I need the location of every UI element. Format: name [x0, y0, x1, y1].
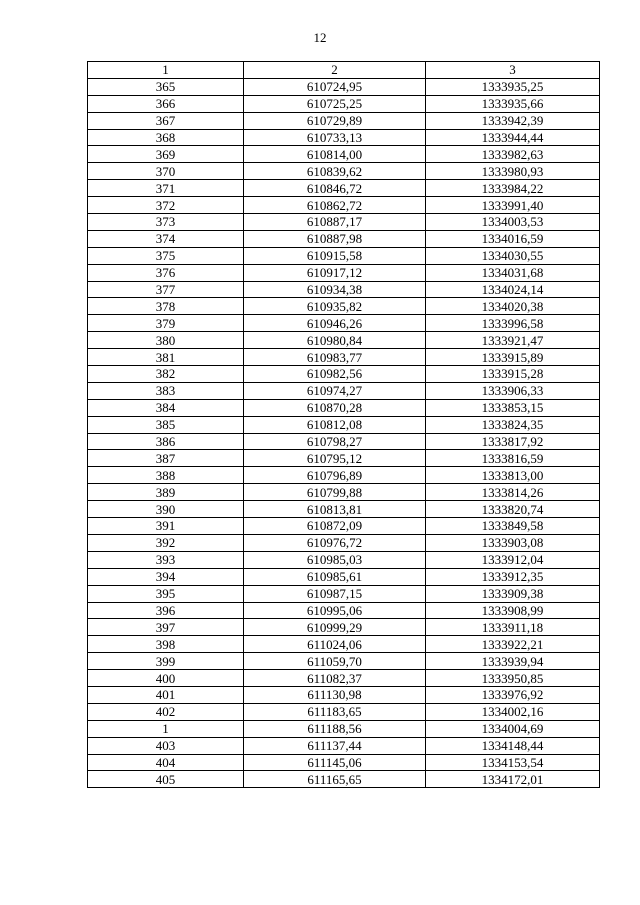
y-coordinate-cell: 1333984,22: [426, 180, 600, 197]
table-row: [88, 771, 600, 788]
y-coordinate-cell: 1333912,35: [426, 568, 600, 585]
point-number-cell: 369: [88, 146, 244, 163]
point-number-cell: 391: [88, 518, 244, 535]
y-coordinate-cell: 1333908,99: [426, 602, 600, 619]
point-number-cell: 377: [88, 281, 244, 298]
point-number-cell: 400: [88, 670, 244, 687]
point-number-cell: 390: [88, 501, 244, 518]
x-coordinate-cell: 610935,82: [244, 298, 426, 315]
x-coordinate-cell: 611188,56: [244, 720, 426, 737]
point-number-cell: 375: [88, 247, 244, 264]
coordinates-table: [87, 61, 600, 788]
column-header-1: 1: [88, 62, 244, 79]
x-coordinate-cell: 610934,38: [244, 281, 426, 298]
y-coordinate-cell: 1333921,47: [426, 332, 600, 349]
y-coordinate-cell: 1333980,93: [426, 163, 600, 180]
point-number-cell: 366: [88, 95, 244, 112]
table-row: [88, 180, 600, 197]
table-row: [88, 129, 600, 146]
y-coordinate-cell: 1334024,14: [426, 281, 600, 298]
point-number-cell: 365: [88, 78, 244, 95]
y-coordinate-cell: 1333922,21: [426, 636, 600, 653]
table-row: [88, 619, 600, 636]
x-coordinate-cell: 610814,00: [244, 146, 426, 163]
point-number-cell: 373: [88, 214, 244, 231]
table-row: [88, 230, 600, 247]
table-row: [88, 653, 600, 670]
table-row: [88, 686, 600, 703]
table-row: [88, 146, 600, 163]
y-coordinate-cell: 1333824,35: [426, 416, 600, 433]
point-number-cell: 387: [88, 450, 244, 467]
point-number-cell: 384: [88, 399, 244, 416]
table-row: [88, 315, 600, 332]
table-row: [88, 247, 600, 264]
x-coordinate-cell: 610733,13: [244, 129, 426, 146]
table-row: [88, 670, 600, 687]
point-number-cell: 393: [88, 551, 244, 568]
y-coordinate-cell: 1333814,26: [426, 484, 600, 501]
table-row: [88, 737, 600, 754]
table-row: [88, 585, 600, 602]
x-coordinate-cell: 610985,61: [244, 568, 426, 585]
x-coordinate-cell: 610796,89: [244, 467, 426, 484]
column-header-3: 3: [426, 62, 600, 79]
y-coordinate-cell: 1333903,08: [426, 534, 600, 551]
table-row: [88, 399, 600, 416]
table-row: [88, 197, 600, 214]
x-coordinate-cell: 610974,27: [244, 382, 426, 399]
x-coordinate-cell: 611145,06: [244, 754, 426, 771]
point-number-cell: 397: [88, 619, 244, 636]
point-number-cell: 380: [88, 332, 244, 349]
y-coordinate-cell: 1334016,59: [426, 230, 600, 247]
table-row: [88, 467, 600, 484]
y-coordinate-cell: 1334172,01: [426, 771, 600, 788]
table-row: [88, 433, 600, 450]
x-coordinate-cell: 610839,62: [244, 163, 426, 180]
y-coordinate-cell: 1333976,92: [426, 686, 600, 703]
y-coordinate-cell: 1334030,55: [426, 247, 600, 264]
table-row: [88, 298, 600, 315]
x-coordinate-cell: 610982,56: [244, 366, 426, 383]
y-coordinate-cell: 1333813,00: [426, 467, 600, 484]
x-coordinate-cell: 610813,81: [244, 501, 426, 518]
point-number-cell: 370: [88, 163, 244, 180]
x-coordinate-cell: 610887,17: [244, 214, 426, 231]
x-coordinate-cell: 611137,44: [244, 737, 426, 754]
point-number-cell: 376: [88, 264, 244, 281]
table-row: [88, 281, 600, 298]
y-coordinate-cell: 1333820,74: [426, 501, 600, 518]
point-number-cell: 382: [88, 366, 244, 383]
x-coordinate-cell: 610987,15: [244, 585, 426, 602]
y-coordinate-cell: 1333906,33: [426, 382, 600, 399]
y-coordinate-cell: 1333853,15: [426, 399, 600, 416]
point-number-cell: 386: [88, 433, 244, 450]
y-coordinate-cell: 1333816,59: [426, 450, 600, 467]
y-coordinate-cell: 1334020,38: [426, 298, 600, 315]
y-coordinate-cell: 1333996,58: [426, 315, 600, 332]
table-row: [88, 382, 600, 399]
y-coordinate-cell: 1333909,38: [426, 585, 600, 602]
point-number-cell: 403: [88, 737, 244, 754]
x-coordinate-cell: 610887,98: [244, 230, 426, 247]
y-coordinate-cell: 1333939,94: [426, 653, 600, 670]
y-coordinate-cell: 1333991,40: [426, 197, 600, 214]
x-coordinate-cell: 610976,72: [244, 534, 426, 551]
table-row: [88, 501, 600, 518]
point-number-cell: 381: [88, 349, 244, 366]
x-coordinate-cell: 610995,06: [244, 602, 426, 619]
y-coordinate-cell: 1333935,25: [426, 78, 600, 95]
table-row: [88, 636, 600, 653]
y-coordinate-cell: 1334148,44: [426, 737, 600, 754]
table-row: [88, 568, 600, 585]
x-coordinate-cell: 610870,28: [244, 399, 426, 416]
table-row: [88, 416, 600, 433]
table-row: [88, 264, 600, 281]
point-number-cell: 392: [88, 534, 244, 551]
table-row: [88, 602, 600, 619]
y-coordinate-cell: 1333950,85: [426, 670, 600, 687]
x-coordinate-cell: 610799,88: [244, 484, 426, 501]
x-coordinate-cell: 610729,89: [244, 112, 426, 129]
y-coordinate-cell: 1333944,44: [426, 129, 600, 146]
page-number: 12: [313, 30, 327, 45]
table-row: [88, 534, 600, 551]
table-row: [88, 214, 600, 231]
x-coordinate-cell: 611165,65: [244, 771, 426, 788]
x-coordinate-cell: 611024,06: [244, 636, 426, 653]
column-header-2: 2: [244, 62, 426, 79]
point-number-cell: 383: [88, 382, 244, 399]
x-coordinate-cell: 610798,27: [244, 433, 426, 450]
table-row: [88, 720, 600, 737]
table-row: [88, 450, 600, 467]
y-coordinate-cell: 1333942,39: [426, 112, 600, 129]
table-row: [88, 332, 600, 349]
y-coordinate-cell: 1333915,89: [426, 349, 600, 366]
x-coordinate-cell: 610915,58: [244, 247, 426, 264]
y-coordinate-cell: 1334002,16: [426, 703, 600, 720]
y-coordinate-cell: 1334031,68: [426, 264, 600, 281]
table-row: [88, 518, 600, 535]
x-coordinate-cell: 610872,09: [244, 518, 426, 535]
point-number-cell: 1: [88, 720, 244, 737]
x-coordinate-cell: 610999,29: [244, 619, 426, 636]
point-number-cell: 401: [88, 686, 244, 703]
x-coordinate-cell: 610983,77: [244, 349, 426, 366]
table-row: [88, 78, 600, 95]
x-coordinate-cell: 610795,12: [244, 450, 426, 467]
point-number-cell: 395: [88, 585, 244, 602]
table-row: [88, 95, 600, 112]
table-row: [88, 163, 600, 180]
x-coordinate-cell: 611082,37: [244, 670, 426, 687]
table-header-row: [88, 62, 600, 79]
point-number-cell: 379: [88, 315, 244, 332]
point-number-cell: 396: [88, 602, 244, 619]
point-number-cell: 388: [88, 467, 244, 484]
y-coordinate-cell: 1333911,18: [426, 619, 600, 636]
x-coordinate-cell: 611183,65: [244, 703, 426, 720]
table-row: [88, 484, 600, 501]
x-coordinate-cell: 611059,70: [244, 653, 426, 670]
point-number-cell: 372: [88, 197, 244, 214]
point-number-cell: 371: [88, 180, 244, 197]
table-row: [88, 703, 600, 720]
table-body: [88, 78, 600, 787]
point-number-cell: 368: [88, 129, 244, 146]
point-number-cell: 399: [88, 653, 244, 670]
x-coordinate-cell: 610812,08: [244, 416, 426, 433]
point-number-cell: 394: [88, 568, 244, 585]
point-number-cell: 385: [88, 416, 244, 433]
x-coordinate-cell: 610980,84: [244, 332, 426, 349]
y-coordinate-cell: 1333915,28: [426, 366, 600, 383]
y-coordinate-cell: 1333935,66: [426, 95, 600, 112]
y-coordinate-cell: 1333817,92: [426, 433, 600, 450]
point-number-cell: 374: [88, 230, 244, 247]
x-coordinate-cell: 610946,26: [244, 315, 426, 332]
point-number-cell: 405: [88, 771, 244, 788]
y-coordinate-cell: 1334003,53: [426, 214, 600, 231]
x-coordinate-cell: 610846,72: [244, 180, 426, 197]
point-number-cell: 389: [88, 484, 244, 501]
table-row: [88, 112, 600, 129]
point-number-cell: 378: [88, 298, 244, 315]
table-row: [88, 551, 600, 568]
y-coordinate-cell: 1333912,04: [426, 551, 600, 568]
x-coordinate-cell: 610724,95: [244, 78, 426, 95]
table-row: [88, 366, 600, 383]
table-row: [88, 349, 600, 366]
x-coordinate-cell: 610985,03: [244, 551, 426, 568]
table-row: [88, 754, 600, 771]
x-coordinate-cell: 610917,12: [244, 264, 426, 281]
y-coordinate-cell: 1333982,63: [426, 146, 600, 163]
point-number-cell: 402: [88, 703, 244, 720]
point-number-cell: 398: [88, 636, 244, 653]
x-coordinate-cell: 611130,98: [244, 686, 426, 703]
x-coordinate-cell: 610862,72: [244, 197, 426, 214]
y-coordinate-cell: 1334004,69: [426, 720, 600, 737]
y-coordinate-cell: 1333849,58: [426, 518, 600, 535]
y-coordinate-cell: 1334153,54: [426, 754, 600, 771]
point-number-cell: 367: [88, 112, 244, 129]
point-number-cell: 404: [88, 754, 244, 771]
x-coordinate-cell: 610725,25: [244, 95, 426, 112]
